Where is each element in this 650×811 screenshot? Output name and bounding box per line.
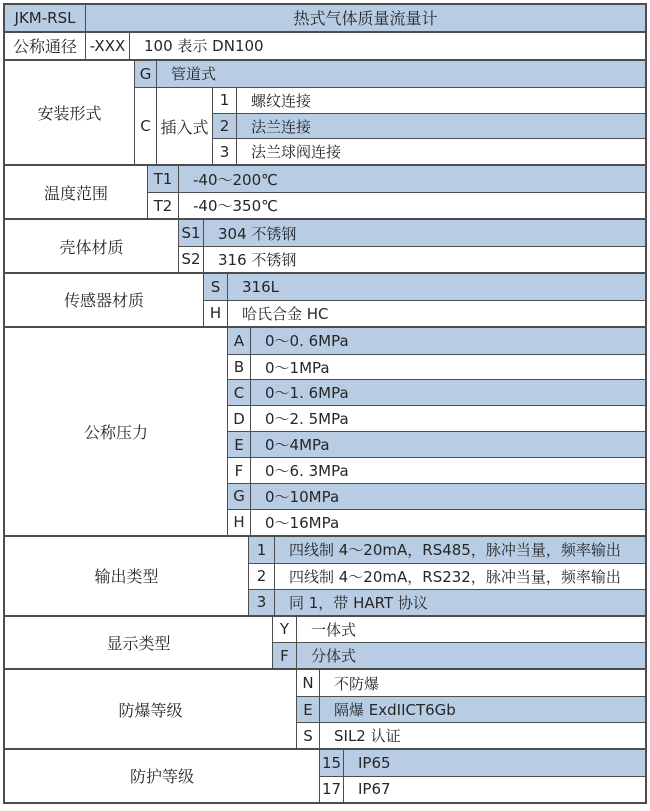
- spec-row: [213, 138, 645, 164]
- section-protection-rating: [5, 748, 645, 802]
- table-title: 热式气体质量流量计: [293, 9, 438, 29]
- option-value: 0～6. 3MPa: [265, 462, 349, 481]
- option-value: 0～4MPa: [265, 436, 330, 455]
- section-label: 温度范围: [5, 166, 148, 218]
- spec-row: [297, 722, 645, 748]
- option-code: 3: [213, 139, 237, 164]
- spec-row: [228, 457, 645, 483]
- model-code: JKM-RSL: [5, 5, 86, 31]
- option-value: IP67: [358, 780, 391, 799]
- spec-row-group: [135, 87, 645, 165]
- option-code: 3: [249, 590, 275, 615]
- option-code: G: [135, 61, 157, 87]
- option-code: H: [228, 510, 251, 535]
- spec-row: [148, 166, 645, 192]
- option-value: -40～200℃: [193, 170, 278, 189]
- option-value: 316 不锈钢: [218, 250, 297, 269]
- spec-row: [320, 776, 645, 802]
- option-value: 0～0. 6MPa: [265, 332, 349, 351]
- option-code: B: [228, 355, 251, 380]
- section-nominal-pressure: [5, 326, 645, 535]
- option-code: E: [228, 432, 251, 457]
- option-value: 304 不锈钢: [218, 224, 297, 243]
- spec-row: [204, 274, 645, 300]
- section-label: 公称压力: [5, 328, 228, 535]
- spec-row: [86, 33, 645, 59]
- option-code: A: [228, 328, 251, 354]
- section-label: 传感器材质: [5, 274, 204, 326]
- option-code: 2: [249, 564, 275, 589]
- section-label: 安装形式: [5, 61, 135, 165]
- option-value: 分体式: [311, 647, 357, 666]
- model-selection-table: [3, 3, 647, 804]
- section-display-type: [5, 615, 645, 669]
- section-label: 输出类型: [5, 537, 249, 615]
- option-value: 0～1. 6MPa: [265, 384, 349, 403]
- section-explosion-proof-rating: [5, 668, 645, 748]
- spec-row: [213, 113, 645, 139]
- spec-row: [249, 563, 645, 589]
- spec-row: [228, 509, 645, 535]
- option-value: 四线制 4～20mA，RS232，脉冲当量，频率输出: [289, 567, 621, 586]
- option-code: F: [228, 458, 251, 483]
- option-value: 0～1MPa: [265, 358, 330, 377]
- option-value: 0～2. 5MPa: [265, 410, 349, 429]
- option-code: T2: [148, 193, 179, 218]
- option-code: -XXX: [86, 33, 130, 59]
- spec-row: [297, 696, 645, 722]
- section-housing-material: [5, 218, 645, 272]
- option-value: IP65: [358, 753, 391, 772]
- option-value: 管道式: [171, 65, 217, 84]
- option-code: 1: [249, 537, 275, 563]
- option-code: G: [228, 484, 251, 509]
- option-code: 1: [213, 88, 237, 113]
- option-code: N: [297, 670, 320, 696]
- option-value: 同 1，带 HART 协议: [289, 593, 428, 612]
- spec-row: [228, 431, 645, 457]
- option-code: E: [297, 697, 320, 722]
- option-value: 不防爆: [334, 674, 380, 693]
- section-installation-type: [5, 59, 645, 165]
- option-value: 隔爆 ExdIICT6Gb: [334, 701, 456, 720]
- spec-row: [249, 589, 645, 615]
- option-value: 螺纹连接: [251, 91, 312, 110]
- spec-row: [228, 483, 645, 509]
- option-code: F: [273, 643, 297, 668]
- option-code: D: [228, 406, 251, 431]
- option-value: 0～16MPa: [265, 513, 340, 532]
- section-nominal-diameter: [5, 31, 645, 59]
- option-code: 2: [213, 114, 237, 139]
- option-code: S1: [179, 220, 204, 246]
- option-code: S: [297, 723, 320, 748]
- spec-row: [135, 61, 645, 87]
- spec-row: [320, 750, 645, 776]
- option-code: S2: [179, 247, 204, 272]
- section-temperature-range: [5, 164, 645, 218]
- option-code: 17: [320, 777, 344, 802]
- option-code: 15: [320, 750, 344, 776]
- table-header-row: [5, 5, 645, 31]
- option-code: S: [204, 274, 228, 300]
- option-value: 哈氏合金 HC: [242, 304, 329, 323]
- spec-row: [213, 88, 645, 113]
- option-code: Y: [273, 617, 297, 643]
- spec-row: [249, 537, 645, 563]
- section-label: 公称通径: [5, 33, 86, 59]
- spec-row: [228, 379, 645, 405]
- spec-row: [228, 354, 645, 380]
- spec-row: [297, 670, 645, 696]
- option-code: C: [228, 380, 251, 405]
- spec-row: [204, 300, 645, 326]
- option-value: -40～350℃: [193, 197, 278, 216]
- section-label: 防护等级: [5, 750, 320, 802]
- option-value: 法兰球阀连接: [251, 143, 342, 162]
- section-output-type: [5, 535, 645, 615]
- option-value: SIL2 认证: [334, 727, 401, 745]
- option-value: 四线制 4～20mA，RS485，脉冲当量，频率输出: [289, 541, 621, 560]
- section-label: 防爆等级: [5, 670, 297, 748]
- spec-row: [228, 405, 645, 431]
- spec-row: [273, 617, 645, 643]
- spec-row: [228, 328, 645, 354]
- option-code: T1: [148, 166, 179, 192]
- section-label: 壳体材质: [5, 220, 179, 272]
- spec-row: [179, 246, 645, 272]
- option-value: 100 表示 DN100: [144, 37, 264, 56]
- option-value: 法兰连接: [251, 117, 312, 136]
- sub-section-label: 插入式: [157, 88, 213, 165]
- spec-row: [273, 642, 645, 668]
- option-value: 316L: [242, 277, 279, 296]
- section-label: 显示类型: [5, 617, 273, 669]
- option-value: 0～10MPa: [265, 487, 340, 506]
- option-code: C: [135, 88, 157, 165]
- section-sensor-material: [5, 272, 645, 326]
- option-value: 一体式: [311, 620, 357, 639]
- spec-row: [179, 220, 645, 246]
- spec-row: [148, 192, 645, 218]
- option-code: H: [204, 301, 228, 326]
